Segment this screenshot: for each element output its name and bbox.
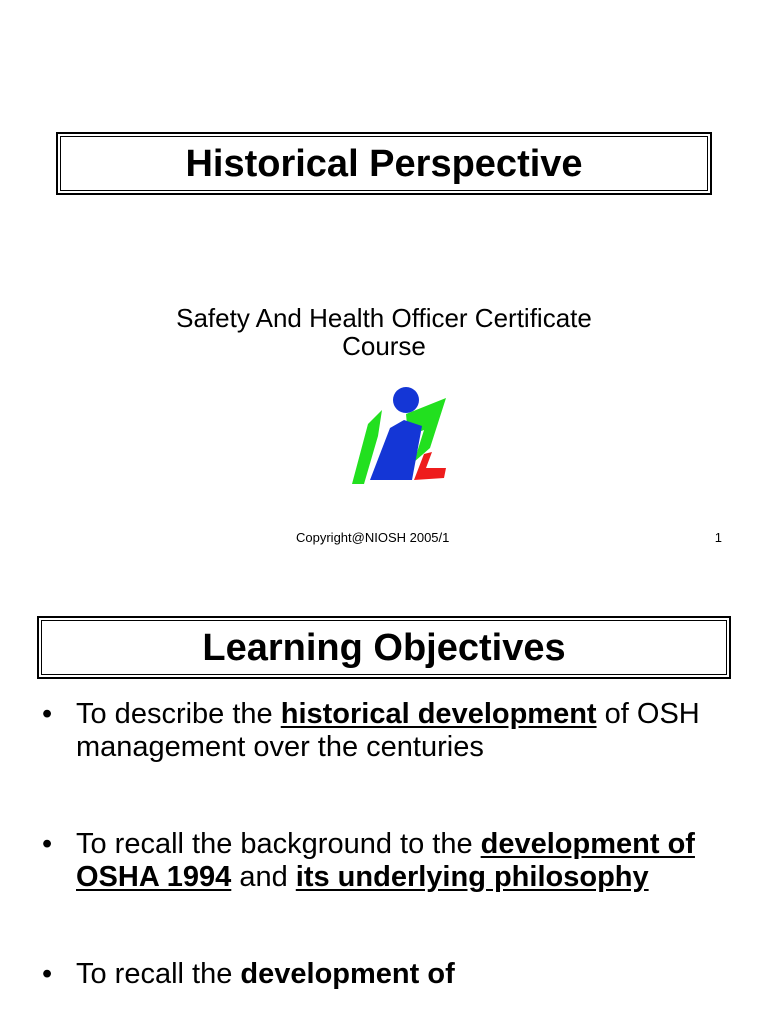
objective-emphasis: historical development xyxy=(280,698,597,730)
objective-emphasis: its underlying philosophy xyxy=(295,861,649,893)
slide-2 xyxy=(0,590,768,1024)
logo-blue-head xyxy=(393,387,419,413)
objective-emphasis: development of OSHA 1994 xyxy=(76,828,695,893)
slide-subtitle: Safety And Health Officer Certificate Course xyxy=(176,303,592,361)
slide-title: Learning Objectives xyxy=(202,626,566,669)
objective-text: To recall the xyxy=(76,958,241,990)
objective-text: of OSH management over the centuries xyxy=(76,698,700,763)
list-item xyxy=(42,958,722,991)
page-number: 1 xyxy=(714,530,722,545)
objective-text: and xyxy=(231,861,296,893)
bullet: • xyxy=(42,958,53,990)
title-box xyxy=(37,616,731,679)
slide-title: Historical Perspective xyxy=(185,142,583,185)
title-box xyxy=(56,132,712,195)
objective-text: To describe the xyxy=(76,698,281,730)
list-item xyxy=(42,698,722,764)
footer-copyright: Copyright@NIOSH 2005/1 xyxy=(296,530,450,545)
bullet: • xyxy=(42,698,53,730)
bullet: • xyxy=(42,828,53,860)
objectives-list xyxy=(42,698,722,991)
list-item xyxy=(42,828,722,894)
objective-bold: development of xyxy=(240,958,455,990)
niosh-logo-icon xyxy=(348,384,452,488)
objective-text: To recall the background to the xyxy=(76,828,481,860)
